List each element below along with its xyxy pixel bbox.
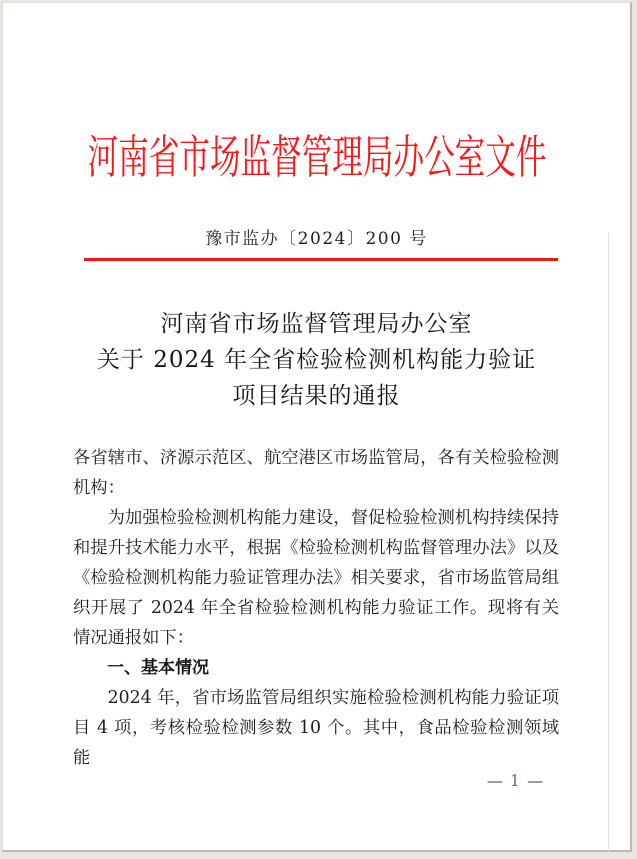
document-body: [73, 443, 559, 773]
section-1-heading: 一、基本情况: [107, 658, 209, 678]
intro-paragraph: 为加强检验检测机构能力建设，督促检验检测机构持续保持和提升技术能力水平，根据《检验检测机构监督管理办法》以及《检验检测机构能力验证管理办法》相关要求，省市场监管局组织开展了 2024 年全省检验检测机构能力验证工作。现将有关情况通报如下：: [73, 508, 559, 648]
document-number: 豫市监办〔2024〕200 号: [205, 229, 428, 249]
scan-crease-line: [608, 233, 609, 851]
page-number-dash-right: —: [527, 771, 544, 790]
red-divider-line: [84, 258, 558, 261]
red-letterhead-title: 河南省市场监督管理局办公室文件: [87, 130, 546, 184]
page-number-value: 1: [509, 771, 521, 790]
document-page: [2, 2, 632, 852]
red-letterhead: [3, 132, 630, 182]
document-title-line-2: 关于 2024 年全省检验检测机构能力验证: [96, 347, 537, 373]
page-number-dash-left: —: [486, 771, 503, 790]
document-title: [3, 306, 630, 414]
document-title-line-1: 河南省市场监督管理局办公室: [160, 311, 473, 337]
page-number: [455, 771, 575, 791]
salutation-line: 各省辖市、济源示范区、航空港区市场监管局，各有关检验检测机构：: [73, 448, 559, 498]
document-title-line-3: 项目结果的通报: [232, 383, 401, 409]
section-1-paragraph: 2024 年，省市场监管局组织实施检验检测机构能力验证项目 4 项，考核检验检测参数 10 个。其中，食品检验检测领域能: [73, 688, 559, 768]
